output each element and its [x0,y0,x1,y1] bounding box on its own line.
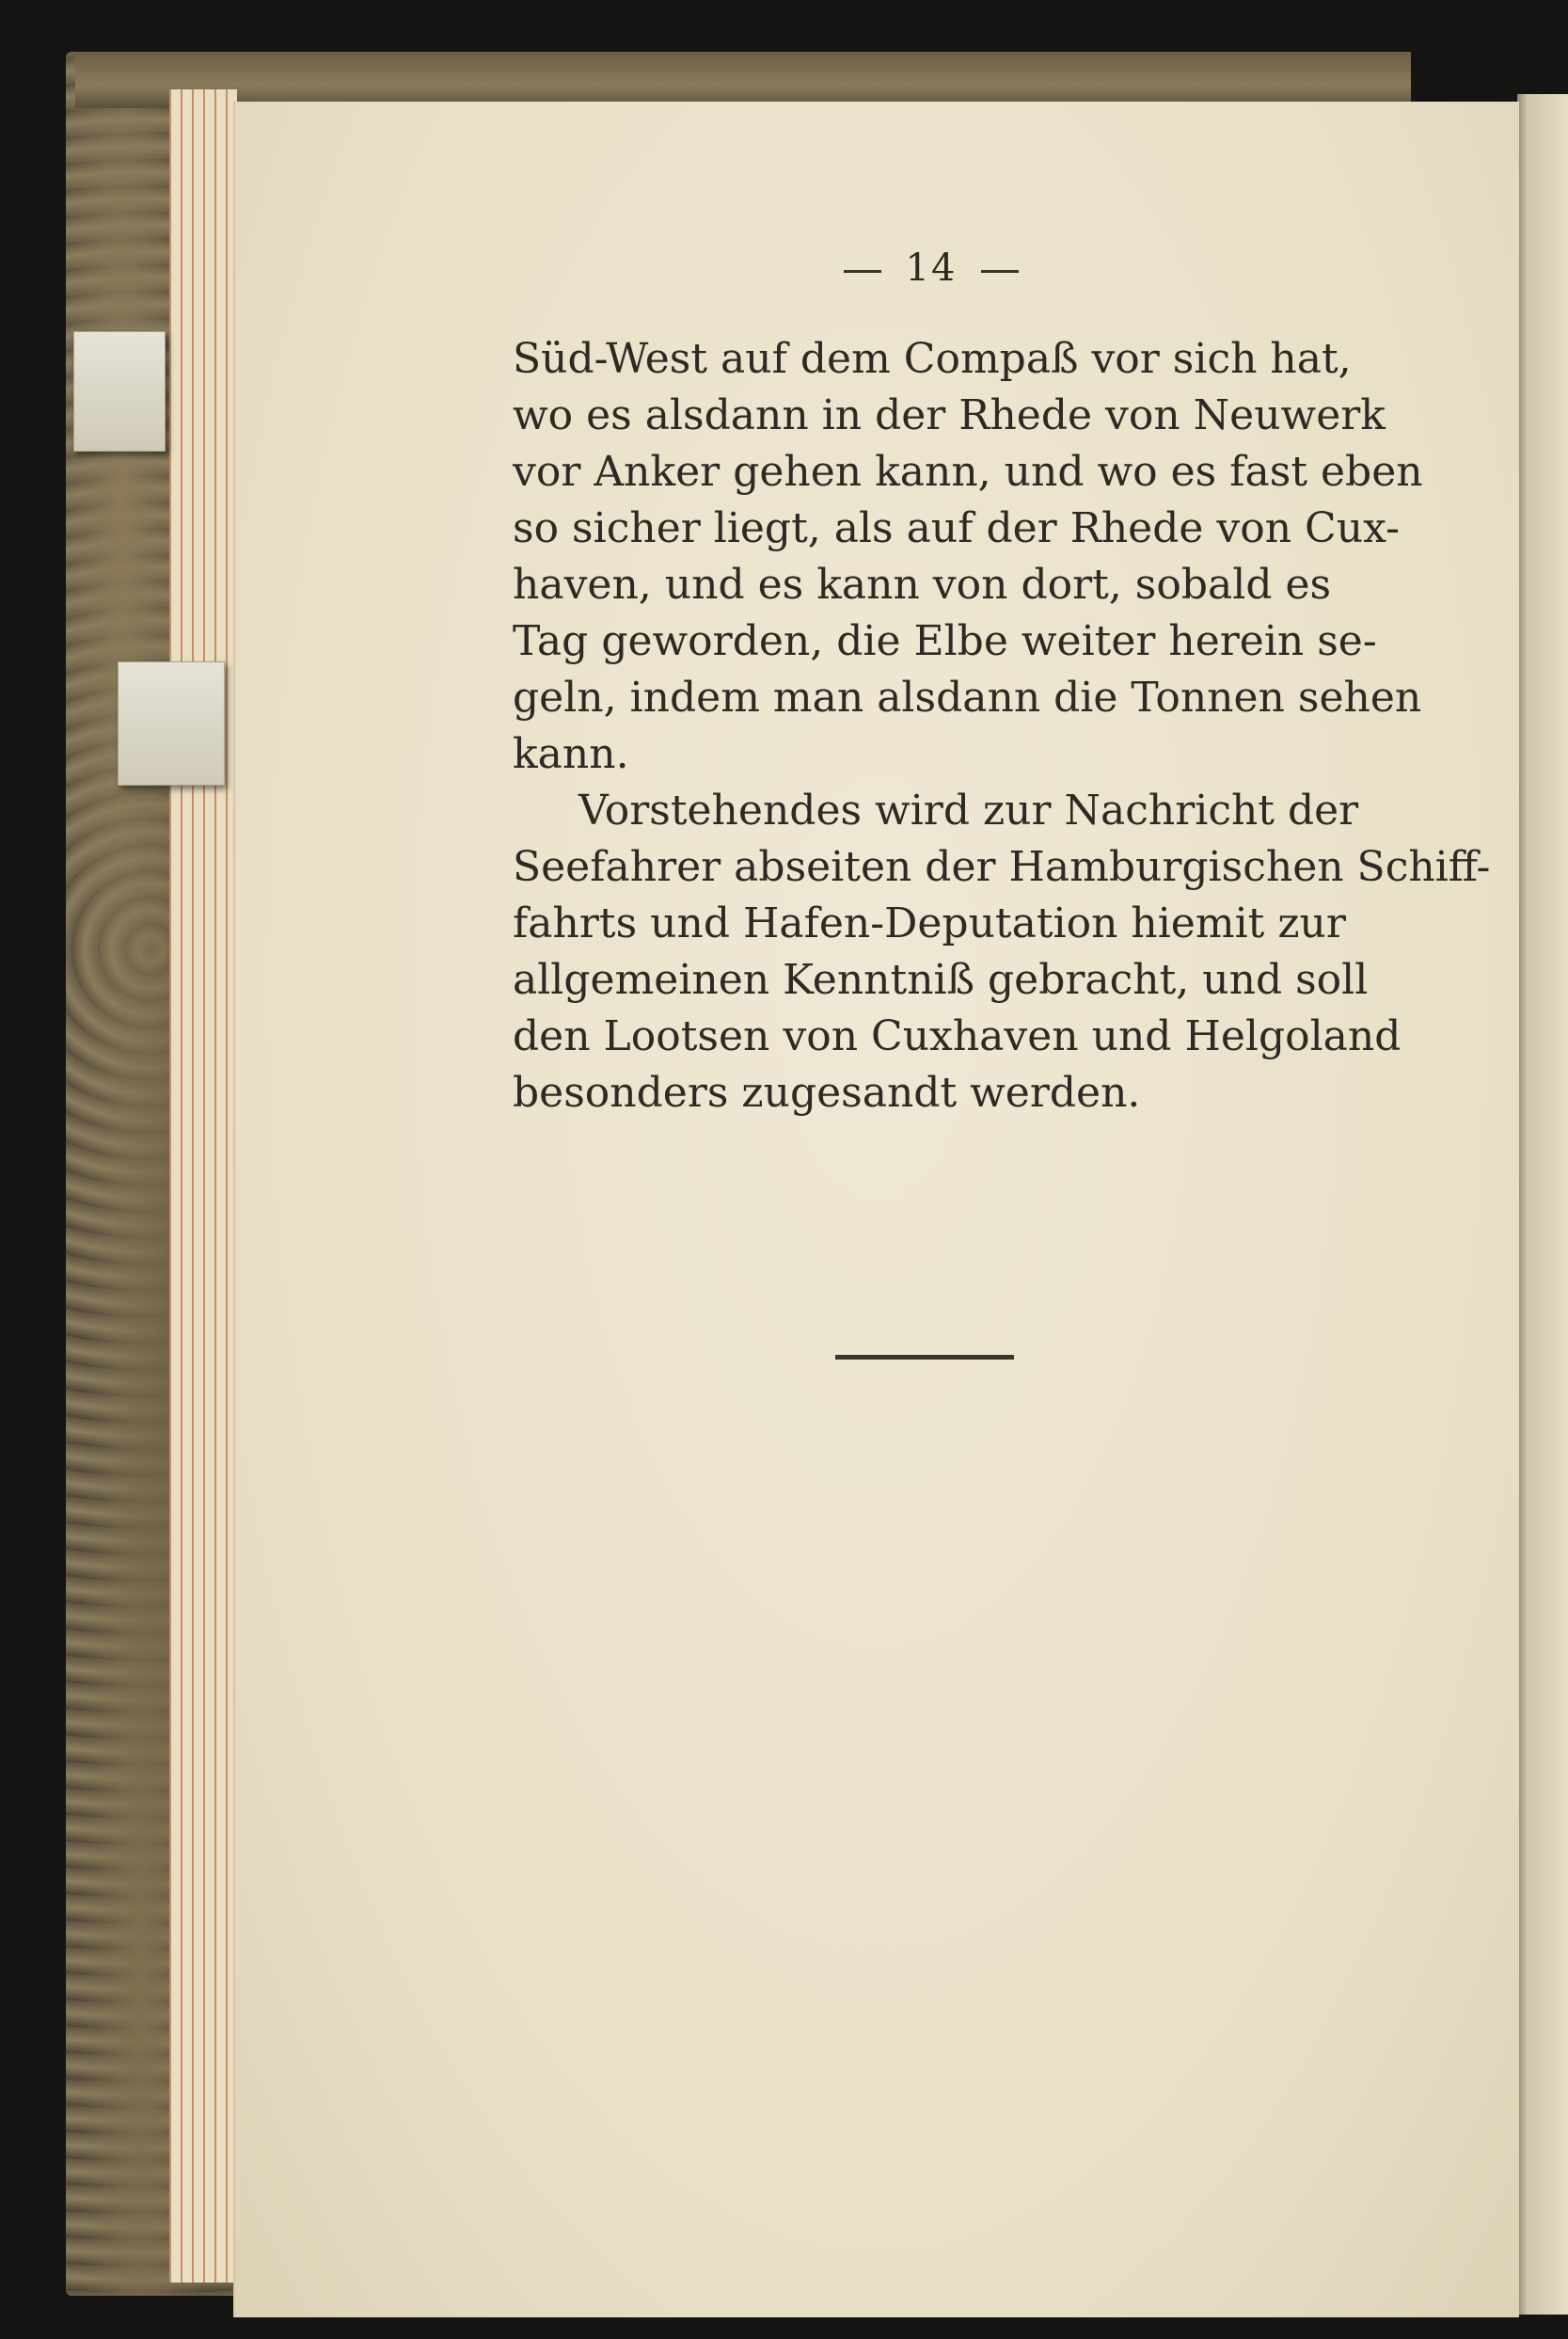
text-line: vor Anker gehen kann, und wo es fast eben [513,448,1423,496]
cover-top-edge [75,52,1411,108]
text-line: Seefahrer abseiten der Hamburgischen Schiff- [513,843,1491,891]
text-line: geln, indem man alsdann die Tonnen sehen [513,674,1422,722]
text-line: wo es alsdann in der Rhede von Neuwerk [513,391,1386,439]
text-line: haven, und es kann von dort, sobald es [513,561,1332,609]
page-edge [192,89,203,2283]
end-rule [835,1355,1014,1360]
facing-page [1517,94,1568,2315]
page-edge [181,89,192,2283]
paper-tab [73,331,166,452]
text-line: fahrts und Hafen-Deputation hiemit zur [513,899,1346,947]
page-number: 14 [905,247,958,290]
paper-tab [118,661,225,786]
page-edge [169,89,181,2283]
text-line: allgemeinen Kenntniß gebracht, und soll [513,956,1369,1004]
body-text [513,331,1491,1122]
page-edge [214,89,226,2283]
page-number-header [809,247,1053,290]
text-line: Süd-West auf dem Compaß vor sich hat, [513,335,1352,383]
text-line: so sicher liegt, als auf der Rhede von Cux- [513,504,1400,552]
text-line: den Lootsen von Cuxhaven und Helgoland [513,1012,1402,1060]
dash-left [844,270,881,273]
text-line: Vorstehendes wird zur Nachricht der [578,787,1359,835]
text-line: Tag geworden, die Elbe weiter herein se- [513,617,1377,665]
text-line: besonders zugesandt werden. [513,1069,1141,1117]
dash-right [981,270,1019,273]
text-line: kann. [513,730,629,778]
page-edge [203,89,214,2283]
